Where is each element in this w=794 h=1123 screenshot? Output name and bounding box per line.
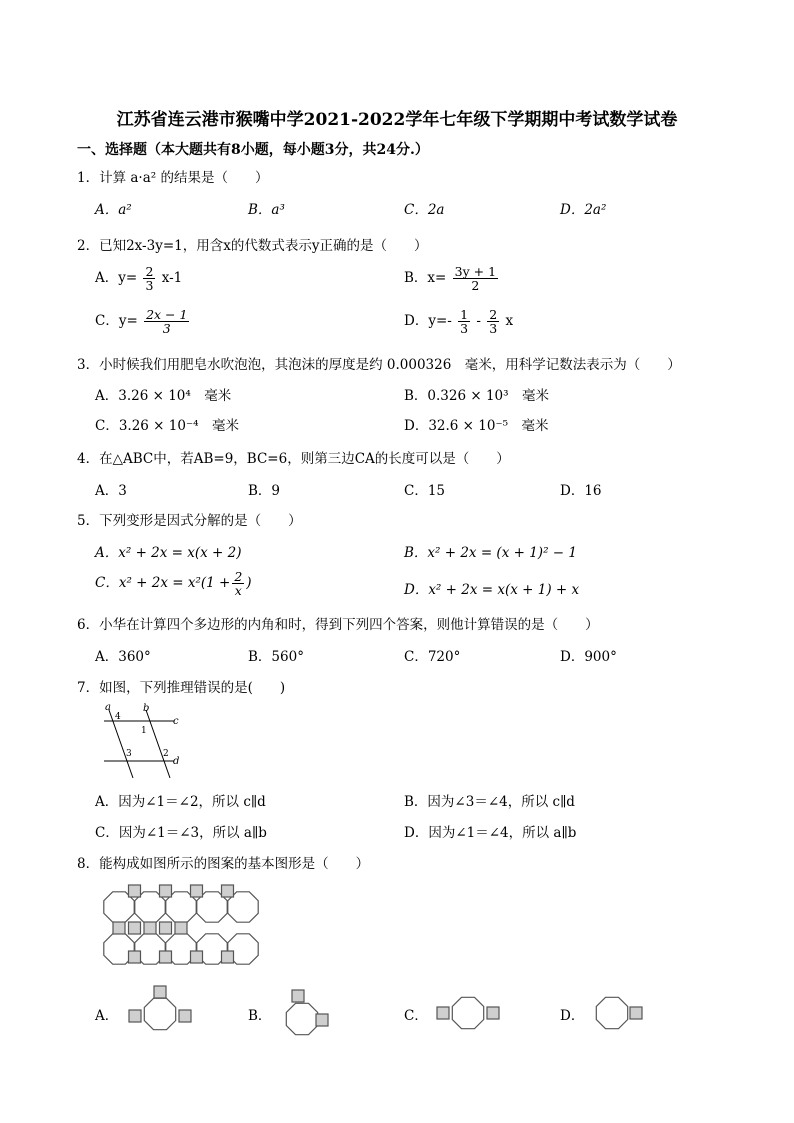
q8-option-a: A． [95,1008,119,1024]
q6-option-c: C．720° [404,649,461,665]
q3-option-d: D．32.6 × 10⁻⁵ 毫米 [404,418,549,434]
q2-d-fraction1 [458,308,470,335]
q6-option-b: B．560° [248,649,304,665]
label-b: b [143,703,150,714]
q8-option-a-figure [127,984,193,1034]
pattern-square [129,885,141,897]
q2-a-num: 2 [145,264,154,279]
q2-a-prefix: A．y= [95,270,138,287]
q5-option-a: A．x² + 2x = x(x + 2) [95,545,242,561]
pattern-square [175,922,187,934]
q2-b-prefix: B．x= [404,270,447,287]
q1-option-b: B．a³ [248,202,285,218]
q2-b-num: 3y + 1 [454,264,497,279]
q2-a-den: 3 [145,278,154,294]
q4-option-a: A．3 [95,483,127,499]
q8-stem: 8．能构成如图所示的图案的基本图形是（ ） [77,856,370,872]
q5-option-b: B．x² + 2x = (x + 1)² − 1 [404,545,577,561]
pattern-square [129,922,141,934]
q7-option-c: C．因为∠1＝∠3，所以 a∥b [95,825,267,841]
q3-option-a: A．3.26 × 10⁴ 毫米 [95,388,232,404]
pattern-square [113,922,125,934]
q2-d-suffix: x [505,313,514,330]
q3-option-c: C．3.26 × 10⁻⁴ 毫米 [95,418,239,434]
q2-c-prefix: C．y= [95,313,138,330]
option-b-square-top [292,990,304,1002]
q2-c-num: 2x − 1 [146,307,188,322]
q2-c-fraction [144,308,189,335]
q2-b-den: 2 [471,278,480,294]
q2-b-fraction [453,265,498,292]
section-heading: 一、选择题（本大题共有8小题，每小题3分，共24分.） [77,142,429,158]
q8-option-c-figure [434,994,502,1032]
q1-option-c: C．2a [404,202,445,218]
option-d-octagon [596,997,627,1028]
q1-option-d: D．2a² [560,202,607,218]
label-a: a [105,702,111,713]
option-c-square-right [487,1007,499,1019]
q2-d-fraction2 [487,308,499,335]
q2-d-num2: 2 [489,307,498,322]
line-b [146,710,170,778]
q8-option-d-figure [592,994,648,1032]
pattern-square [160,885,172,897]
q2-d-num1: 1 [460,307,469,322]
q6-option-a: A．360° [95,649,151,665]
pattern-square [222,951,234,963]
pattern-square [191,951,203,963]
q2-stem: 2．已知2x-3y=1，用含x的代数式表示y正确的是（ ） [77,238,428,254]
pattern-square [191,885,203,897]
q4-option-c: C．15 [404,483,446,499]
pattern-square [144,922,156,934]
q7-figure [100,700,190,780]
option-a-square-left [129,1010,141,1022]
q2-option-a [95,265,182,292]
q5-c-prefix: C．x² + 2x = x²(1 + [95,575,231,592]
q4-option-d: D．16 [560,483,602,499]
label-angle-1: 1 [141,726,147,736]
q2-a-fraction [143,265,155,292]
label-c: c [173,716,179,727]
q5-c-den: x [234,583,242,599]
label-angle-4: 4 [115,712,121,722]
q8-option-b-figure [280,987,332,1039]
option-b-octagon [286,1003,317,1034]
q4-stem: 4．在△ABC中，若AB=9，BC=6，则第三边CA的长度可以是（ ） [77,451,510,467]
option-a-square-top [154,986,166,998]
q8-option-d: D． [560,1008,585,1024]
q7-option-b: B．因为∠3＝∠4，所以 c∥d [404,794,575,810]
q3-option-b: B．0.326 × 10³ 毫米 [404,388,550,404]
q2-option-b [404,265,500,292]
q8-option-c: C． [404,1008,428,1024]
q8-pattern-figure [102,885,266,975]
pattern-square [160,951,172,963]
label-angle-2: 2 [163,749,169,759]
q6-option-d: D．900° [560,649,617,665]
option-a-octagon [144,998,175,1029]
pattern-square [222,885,234,897]
q2-d-den2: 3 [489,321,498,337]
q5-c-fraction [232,570,244,597]
q5-c-num: 2 [234,569,243,584]
q2-d-minus: - [476,313,481,330]
q2-d-den1: 3 [460,321,469,337]
q2-option-c [95,308,191,335]
q5-c-suffix: ) [246,575,252,592]
q7-option-a: A．因为∠1＝∠2，所以 c∥d [95,794,266,810]
page-title: 江苏省连云港市猴嘴中学2021-2022学年七年级下学期期中考试数学试卷 [116,110,678,130]
line-a [109,710,133,778]
label-d: d [173,756,180,767]
q2-c-den: 3 [162,321,171,337]
option-c-square-left [437,1007,449,1019]
q7-stem: 7．如图，下列推理错误的是( ) [77,680,286,696]
q1-option-a: A．a² [95,202,132,218]
q3-stem: 3．小时候我们用肥皂水吹泡泡，其泡沫的厚度是约 0.000326 毫米，用科学记数法表示为（ ） [77,357,681,373]
q2-d-prefix: D．y=- [404,313,452,330]
option-d-square-right [630,1007,642,1019]
q2-a-suffix: x-1 [161,270,183,287]
q6-stem: 6．小华在计算四个多边形的内角和时，得到下列四个答案，则他计算错误的是（ ） [77,617,599,633]
option-b-square-right [316,1014,328,1026]
q5-stem: 5．下列变形是因式分解的是（ ） [77,513,302,529]
q5-option-c [95,570,252,597]
q8-option-b: B． [248,1008,272,1024]
pattern-square [129,951,141,963]
q1-stem: 1．计算 a·a² 的结果是（ ） [77,170,269,186]
q7-option-d: D．因为∠1＝∠4，所以 a∥b [404,825,577,841]
label-angle-3: 3 [126,749,132,759]
pattern-square [160,922,172,934]
q5-option-d: D．x² + 2x = x(x + 1) + x [404,582,580,598]
q4-option-b: B．9 [248,483,281,499]
q2-option-d [404,308,513,335]
option-c-octagon [452,997,483,1028]
option-a-square-right [179,1010,191,1022]
